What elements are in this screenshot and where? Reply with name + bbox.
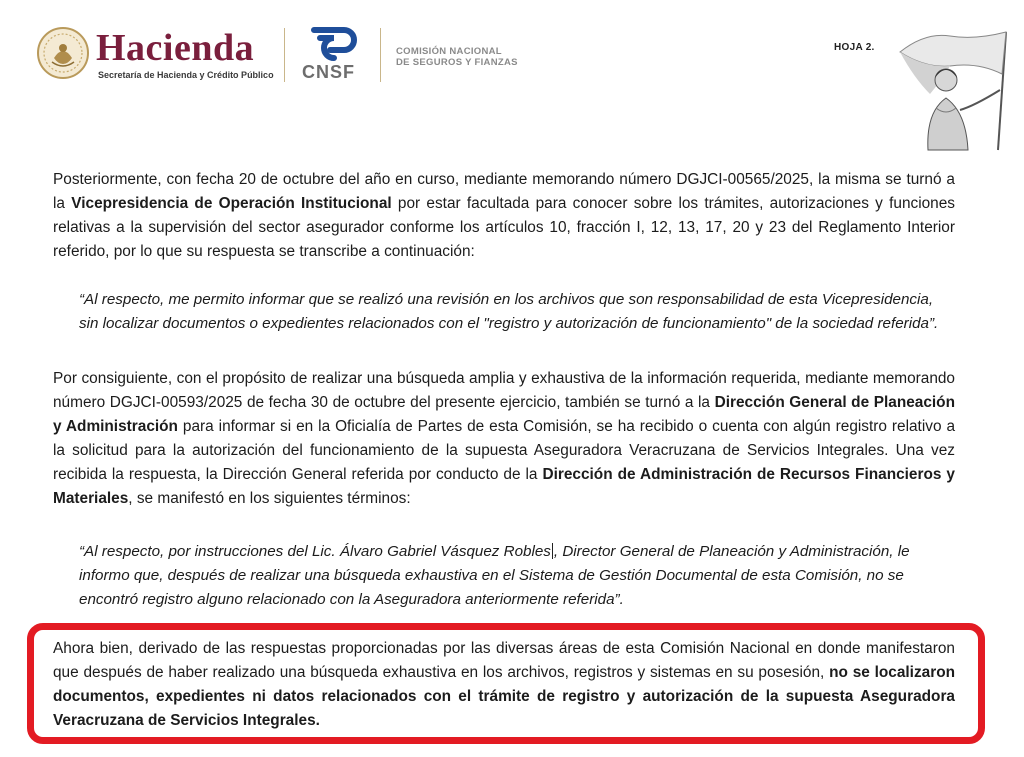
paragraph-text: Posteriormente, con fecha 20 de octubre del año en curso, mediante memorando número DGJCI-00565/2025, la misma se turnó a la [53, 171, 955, 212]
cnsf-logo-icon [300, 24, 366, 64]
paragraph-bold-text: Dirección de Administración de Recursos Financieros y Materiales [53, 466, 955, 507]
paragraph-direccion-general [53, 367, 955, 511]
quote-direccion-general [79, 540, 941, 612]
paragraph-vicepresidencia [53, 168, 955, 264]
header-divider [284, 28, 285, 82]
comision-line2: DE SEGUROS Y FIANZAS [396, 57, 518, 68]
paragraph-bold-text: Dirección General de Planeación y Administración [53, 394, 955, 435]
paragraph-conclusion [53, 637, 955, 733]
cnsf-label: CNSF [302, 62, 355, 82]
paragraph-text: Ahora bien, derivado de las respuestas proporcionadas por las diversas áreas de esta Comisión Nacional en donde manifestaron que después de haber realizado una búsqueda exhaustiva en los archivos, registros y sistemas en su posesión, [53, 640, 955, 681]
document-header [30, 22, 1010, 92]
hacienda-logo-text: Hacienda [96, 27, 255, 69]
woman-with-flag-illustration [870, 22, 1020, 152]
page-number-label: HOJA 2. [834, 42, 875, 53]
paragraph-text: para informar si en la Oficialía de Partes de esta Comisión, se ha recibido o cuenta con algún registro relativo a la solicitud para la autorización del funcionamiento de la supuesta Aseguradora Veracruzana de Servicios Integrales. Una vez recibida la respuesta, la Dirección General referida por conducto de la [53, 418, 956, 483]
quote-text: “Al respecto, por instrucciones del Lic. Álvaro Gabriel Vásquez Robles [79, 543, 551, 560]
comision-name [396, 46, 518, 68]
paragraph-text: Por consiguiente, con el propósito de realizar una búsqueda amplia y exhaustiva de la información requerida, mediante memorando número DGJCI-00593/2025 de fecha 30 de octubre del presente ejercicio, también se turnó a la [53, 370, 955, 411]
text-cursor [552, 543, 553, 559]
paragraph-text: por estar facultada para conocer sobre los trámites, autorizaciones y funciones relativas a la supervisión del sector asegurador conforme los artículos 10, fracción I, 12, 13, 17, 20 y 23 del Reglamento Interior referido, por lo que su respuesta se transcribe a continuación: [53, 195, 955, 260]
quote-text: , Director General de Planeación y Administración, le informo que, después de realizar una búsqueda exhaustiva en el Sistema de Gestión Documental de esta Comisión, no se encontró registro alguno relacionado con la Aseguradora anteriormente referida”. [79, 543, 910, 608]
paragraph-bold-text: Vicepresidencia de Operación Institucional [71, 195, 392, 212]
comision-line1: COMISIÓN NACIONAL [396, 46, 502, 57]
quote-vicepresidencia: “Al respecto, me permito informar que se realizó una revisión en los archivos que son responsabilidad de esta Vicepresidencia, sin localizar documentos o expedientes relacionados con el "registro y autorización de funcionamiento" de la sociedad referida”. [79, 291, 939, 332]
mexico-seal-icon [36, 26, 90, 80]
paragraph-text: , se manifestó en los siguientes términos: [128, 490, 411, 507]
paragraph-bold-text: no se localizaron documentos, expedientes ni datos relacionados con el trámite de registro y autorización de la supuesta Aseguradora Veracruzana de Servicios Integrales. [53, 664, 955, 729]
hacienda-subtitle: Secretaría de Hacienda y Crédito Público [98, 70, 274, 80]
header-divider [380, 28, 381, 82]
